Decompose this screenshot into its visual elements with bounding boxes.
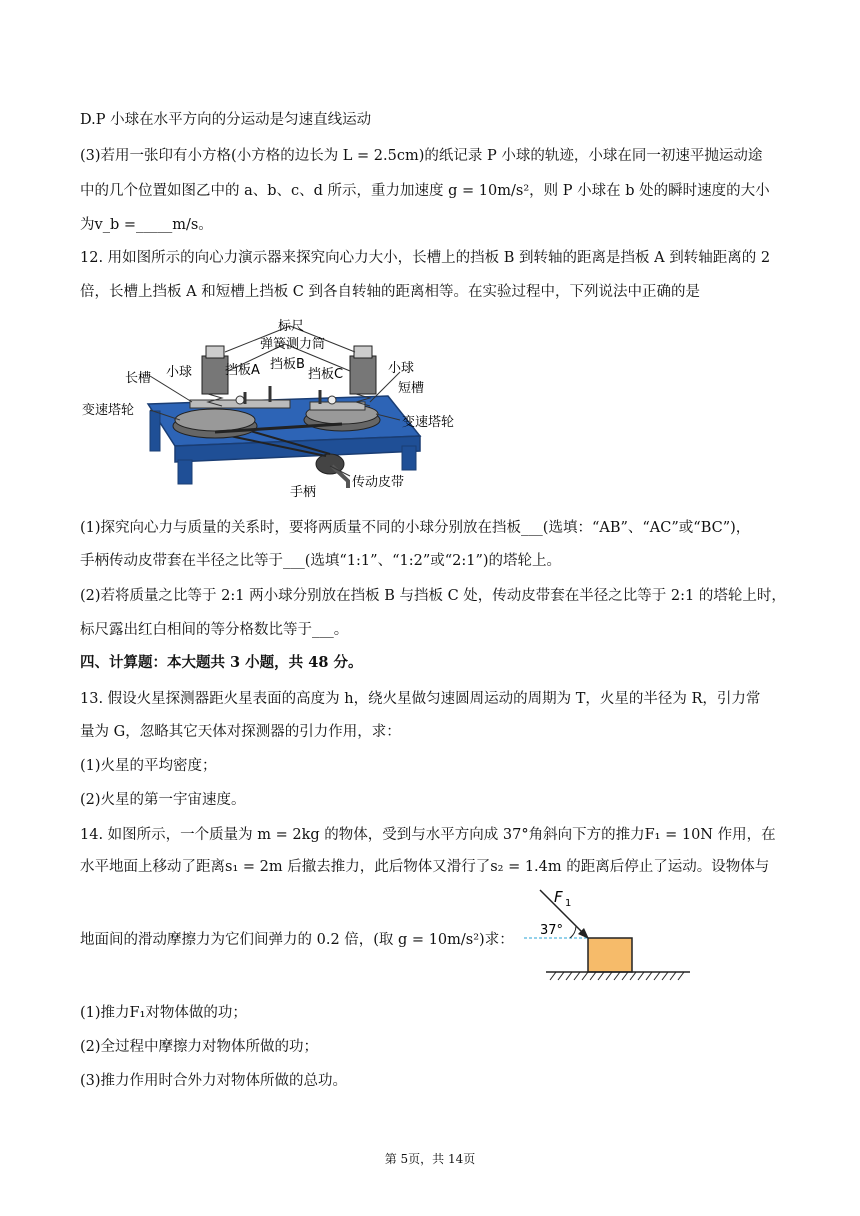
- label-spring-cylinder: 弹簧测力筒: [260, 337, 326, 352]
- q14-line3: 地面间的滑动摩擦力为它们间弹力的 0.2 倍，(取 g = 10m/s²)求：: [80, 932, 514, 948]
- q14-part3: (3)推力作用时合外力对物体所做的总功。: [80, 1073, 348, 1089]
- label-baffle-b: 挡板B: [270, 357, 305, 372]
- centripetal-force-apparatus-figure: [80, 316, 480, 506]
- label-long-groove: 长槽: [125, 371, 152, 386]
- label-tower-wheel-left: 变速塔轮: [82, 403, 135, 418]
- force-subscript: 1: [565, 898, 572, 909]
- q13-line2: 量为 G，忽略其它天体对探测器的引力作用，求：: [80, 724, 401, 740]
- q12-part1-line2: 手柄传动皮带套在半径之比等于___(选填“1:1”、“1:2”或“2:1”)的塔轮上。: [80, 553, 562, 569]
- label-crank: 手柄: [290, 485, 317, 500]
- section-heading-calc: 四、计算题：本大题共 3 小题，共 48 分。: [80, 654, 363, 671]
- q14-part2: (2)全过程中摩擦力对物体所做的功；: [80, 1039, 319, 1055]
- q11-part3-line2: 中的几个位置如图乙中的 a、b、c、d 所示，重力加速度 g = 10m/s²，则 P 小球在 b 处的瞬时速度的大小: [80, 183, 770, 199]
- angle-label: 37°: [540, 923, 564, 938]
- q12-part2-line2: 标尺露出红白相间的等分格数比等于___。: [80, 622, 349, 638]
- label-baffle-c: 挡板C: [308, 367, 344, 382]
- q13-part1: (1)火星的平均密度；: [80, 758, 217, 774]
- label-tower-wheel-right: 变速塔轮: [402, 415, 455, 430]
- q14-part1: (1)推力F₁对物体做的功；: [80, 1005, 247, 1021]
- block-force-figure: [510, 884, 700, 984]
- force-label: F: [554, 888, 563, 906]
- label-ruler: 标尺: [278, 319, 305, 334]
- page-footer: 第 5页，共 14页: [384, 1152, 476, 1166]
- label-ball-left: 小球: [166, 365, 193, 380]
- q14-line2: 水平地面上移动了距离s₁ = 2m 后撤去推力，此后物体又滑行了s₂ = 1.4m 的距离后停止了运动。设物体与: [80, 859, 770, 875]
- q11-part3-line3: 为v_b =_____m/s。: [80, 217, 213, 233]
- q14-line1: 14. 如图所示，一个质量为 m = 2kg 的物体，受到与水平方向成 37°角斜向下方的推力F₁ = 10N 作用，在: [80, 827, 776, 843]
- q12-part1-line1: (1)探究向心力与质量的关系时，要将两质量不同的小球分别放在挡板___(选填：“AB”、“AC”或“BC”)，: [80, 520, 751, 536]
- q13-part2: (2)火星的第一宇宙速度。: [80, 792, 246, 808]
- label-belt: 传动皮带: [352, 475, 405, 490]
- q12-part2-line1: (2)若将质量之比等于 2:1 两小球分别放在挡板 B 与挡板 C 处，传动皮带套在半径之比等于 2:1 的塔轮上时，: [80, 588, 786, 604]
- label-short-groove: 短槽: [398, 381, 425, 396]
- label-ball-right: 小球: [388, 361, 415, 376]
- q12-line1: 12. 用如图所示的向心力演示器来探究向心力大小，长槽上的挡板 B 到转轴的距离是挡板 A 到转轴距离的 2: [80, 250, 771, 266]
- q13-line1: 13. 假设火星探测器距火星表面的高度为 h，绕火星做匀速圆周运动的周期为 T，火星的半径为 R，引力常: [80, 691, 761, 707]
- label-baffle-a: 挡板A: [225, 363, 260, 378]
- option-d: D.P 小球在水平方向的分运动是匀速直线运动: [80, 112, 372, 128]
- q12-line2: 倍，长槽上挡板 A 和短槽上挡板 C 到各自转轴的距离相等。在实验过程中，下列说法中正确的是: [80, 284, 700, 300]
- q11-part3-line1: (3)若用一张印有小方格(小方格的边长为 L = 2.5cm)的纸记录 P 小球的轨迹，小球在同一初速平抛运动途: [80, 148, 763, 164]
